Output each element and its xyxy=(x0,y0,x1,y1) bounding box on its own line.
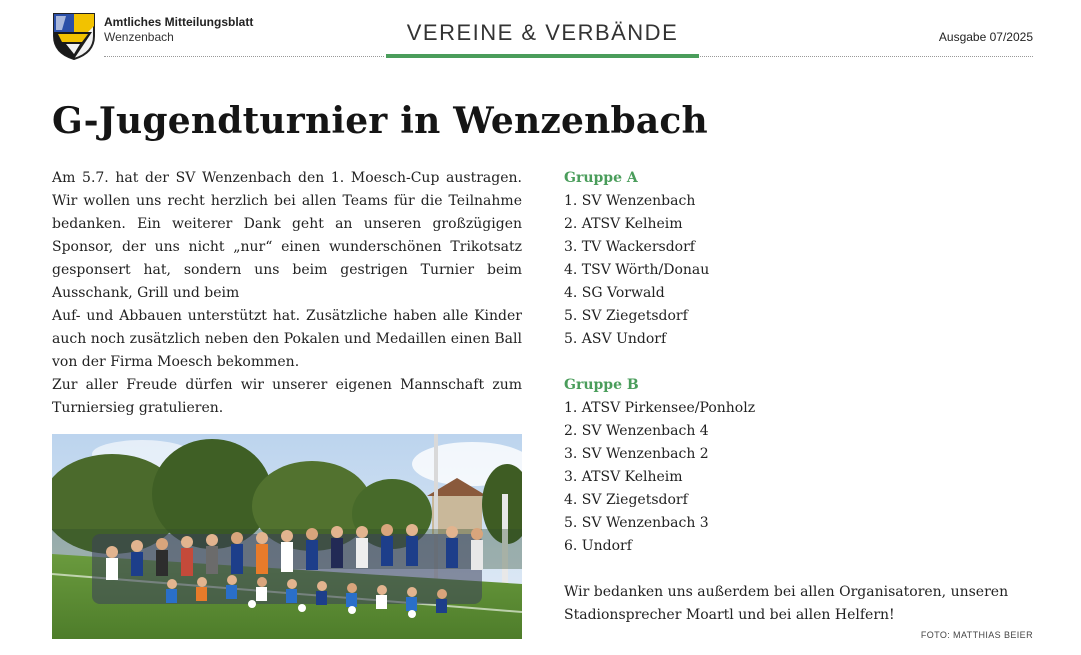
group-b-title: Gruppe B xyxy=(564,377,639,393)
list-item: 1. ATSV Pirkensee/Ponholz xyxy=(564,400,756,416)
article-body xyxy=(52,167,522,420)
article-title: G-Jugendturnier in Wenzenbach xyxy=(52,100,708,142)
article-paragraph: Zur aller Freude dürfen wir unserer eigenen Mannschaft zum Turniersieg gratulieren. xyxy=(52,377,522,416)
results-column xyxy=(564,167,1034,627)
group-b-list xyxy=(564,397,1034,558)
list-item: 4. SG Vorwald xyxy=(564,285,665,301)
page-header xyxy=(0,0,1081,70)
section-title: VEREINE & VERBÄNDE xyxy=(406,20,679,45)
list-item: 2. ATSV Kelheim xyxy=(564,216,683,232)
article-paragraph: Auf- und Abbauen unterstützt hat. Zusätzliche haben alle Kinder auch noch zusätzlich neben den Pokalen und Medaillen einen Ball von der Firma Moesch bekommen. xyxy=(52,308,522,370)
list-item: 6. Undorf xyxy=(564,538,632,554)
list-item: 3. SV Wenzenbach 2 xyxy=(564,446,709,462)
list-item: 1. SV Wenzenbach xyxy=(564,193,696,209)
list-item: 3. TV Wackersdorf xyxy=(564,239,695,255)
publication-info xyxy=(104,15,253,45)
list-item: 4. TSV Wörth/Donau xyxy=(564,262,710,278)
publication-name: Amtliches Mitteilungsblatt xyxy=(104,15,254,29)
issue-number: Ausgabe 07/2025 xyxy=(938,30,1033,44)
thanks-text: Wir bedanken uns außerdem bei allen Organisatoren, unseren Stadionsprecher Moartl und bei allen Helfern! xyxy=(564,584,1009,623)
group-spacer xyxy=(564,351,1034,374)
group-a-title: Gruppe A xyxy=(564,170,638,186)
header-divider-left xyxy=(104,56,384,57)
coat-of-arms-icon xyxy=(52,12,96,60)
photo-credit: FOTO: MATTHIAS BEIER xyxy=(920,630,1033,640)
group-a-list xyxy=(564,190,1034,351)
section-accent-bar xyxy=(386,54,699,58)
list-item: 5. SV Ziegetsdorf xyxy=(564,308,688,324)
list-item: 5. ASV Undorf xyxy=(564,331,667,347)
article-paragraph: Am 5.7. hat der SV Wenzenbach den 1. Moesch-Cup austragen. Wir wollen uns recht herzlich bei allen Teams für die Teilnahme bedanken. Ein weiterer Dank geht an unseren großzügigen Sponsor, der uns nicht „nur“ einen wunderschönen Trikotsatz gesponsert hat, sondern uns beim gestrigen Turnier beim Ausschank, Grill und beim xyxy=(52,170,522,301)
publication-place: Wenzenbach xyxy=(104,30,174,44)
header-divider-right xyxy=(700,56,1033,57)
list-item: 3. ATSV Kelheim xyxy=(564,469,683,485)
list-item: 2. SV Wenzenbach 4 xyxy=(564,423,709,439)
list-item: 4. SV Ziegetsdorf xyxy=(564,492,688,508)
list-item: 5. SV Wenzenbach 3 xyxy=(564,515,709,531)
team-photo xyxy=(52,434,522,639)
